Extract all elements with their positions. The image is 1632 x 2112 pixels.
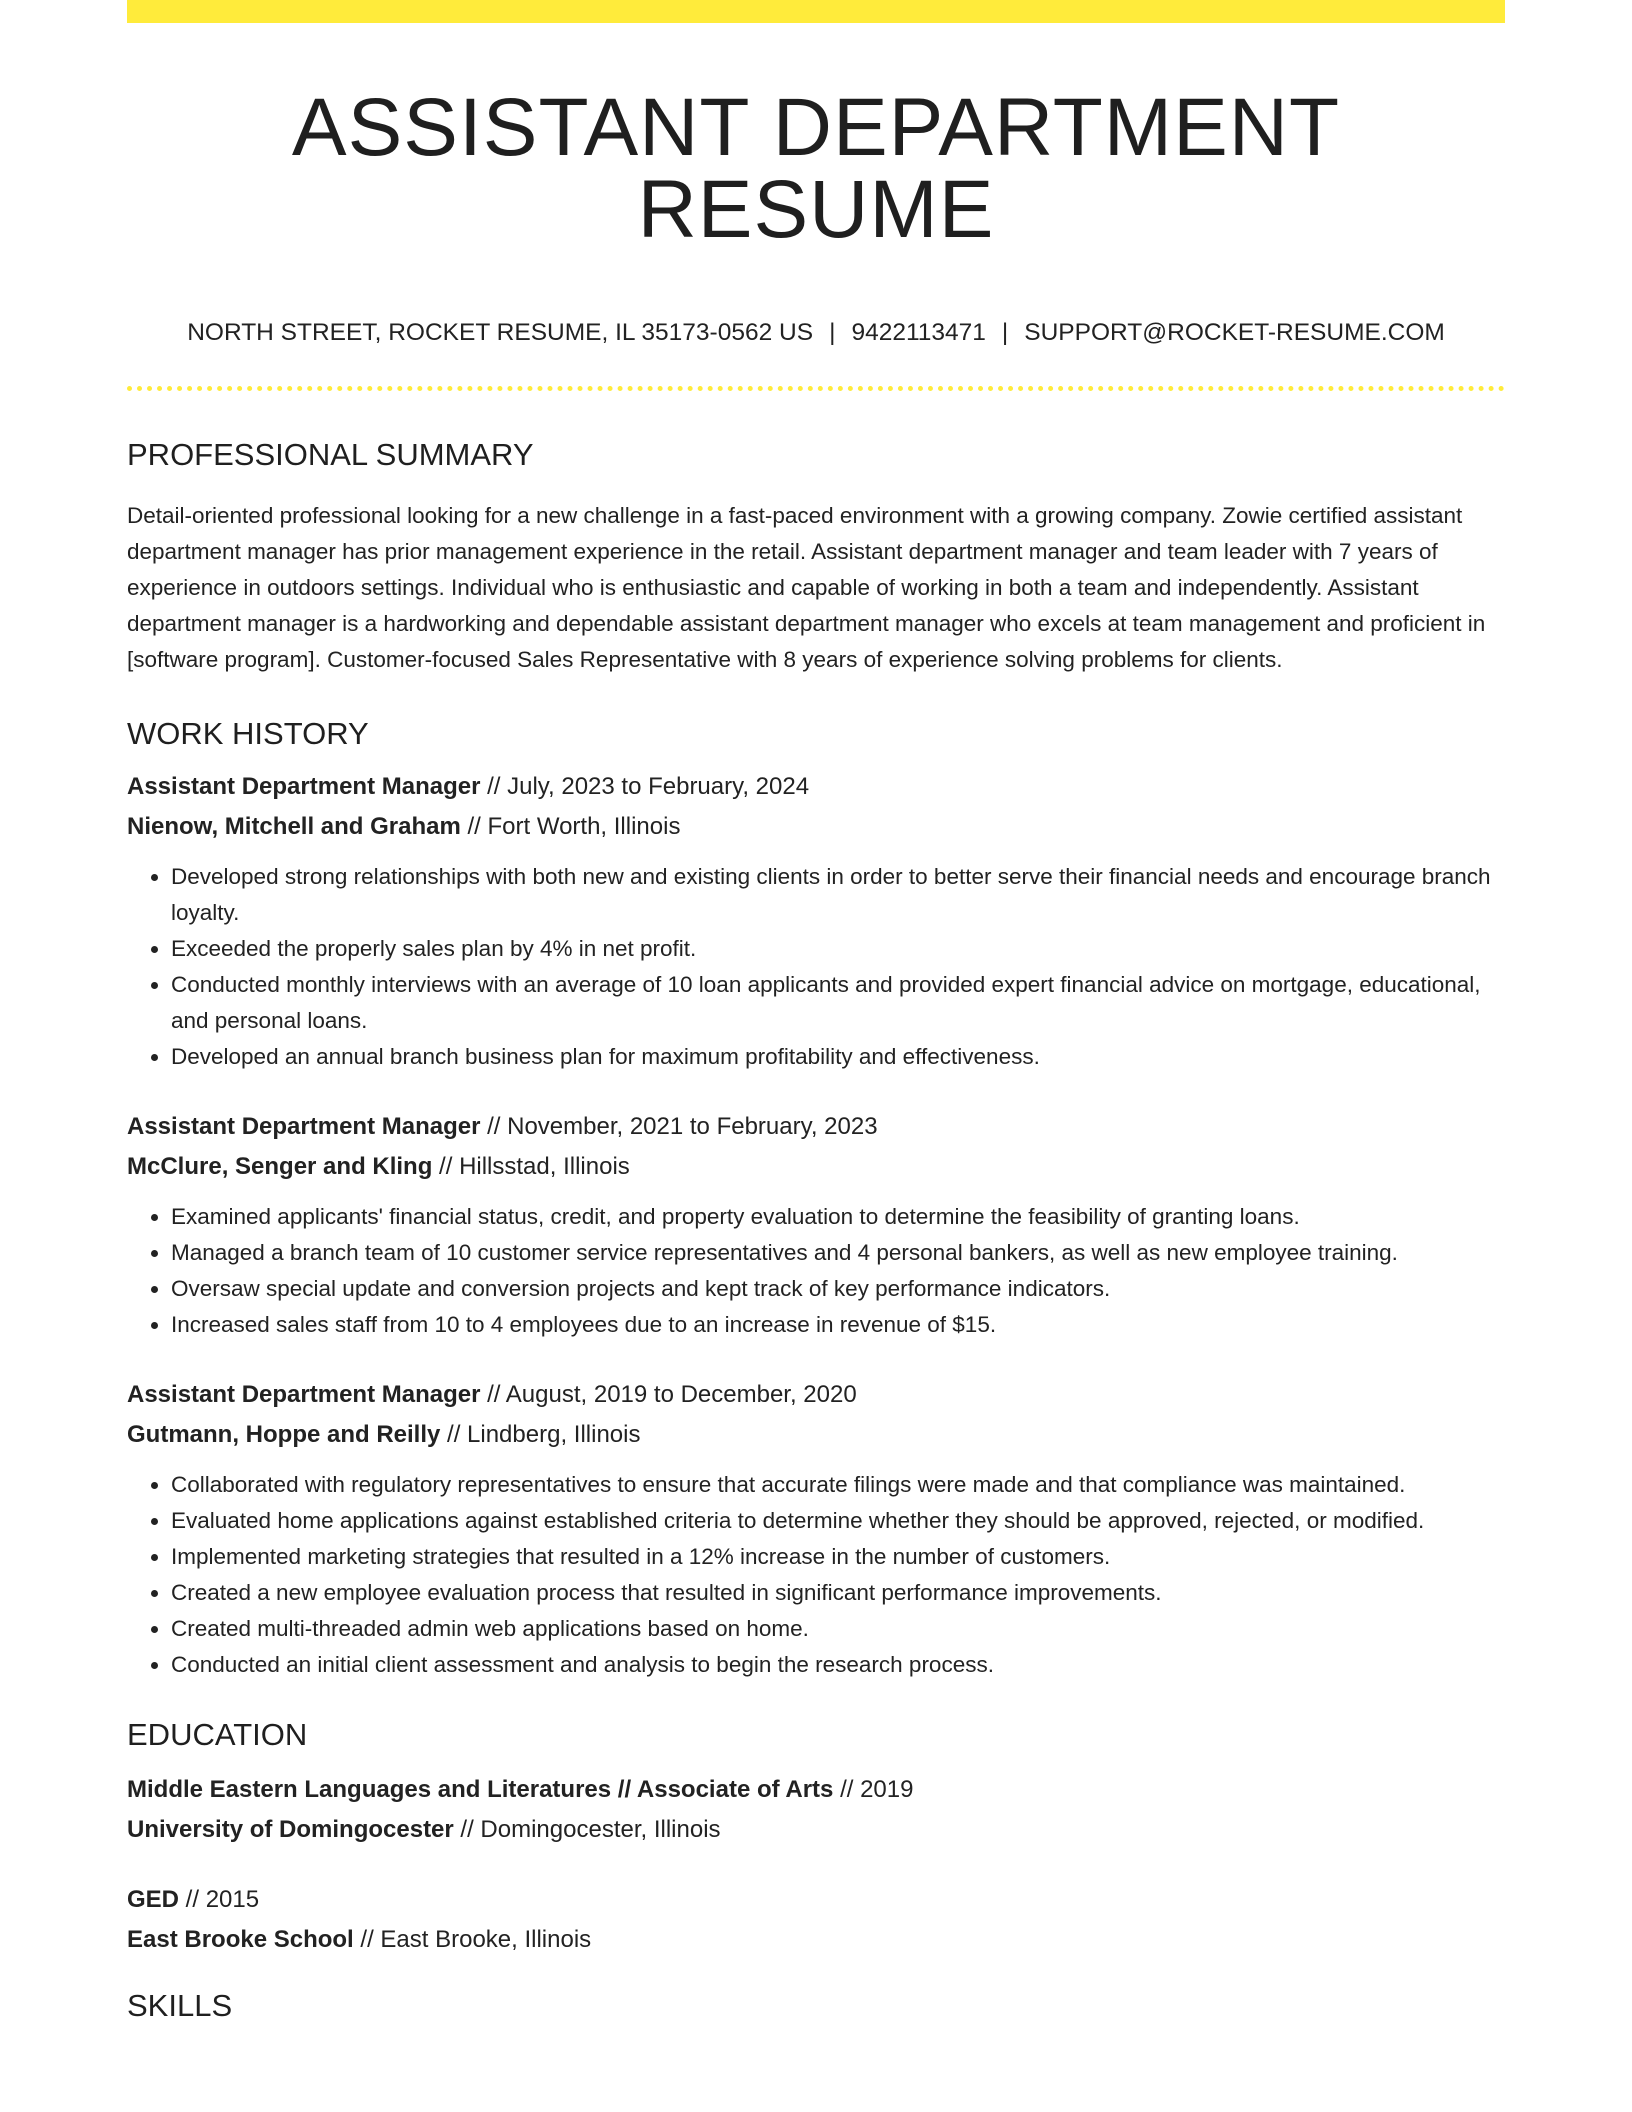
job-bullet-item: • Examined applicants' financial status, credit, and property evaluation to determine the feasibility of granting loans. [171,1199,1505,1235]
job-dates: // August, 2019 to December, 2020 [480,1380,857,1408]
job-company-line [127,807,1505,847]
summary-heading: PROFESSIONAL SUMMARY [127,436,534,472]
education-degree-line [127,1770,1505,1810]
job-company-line [127,1415,1505,1455]
job-bullet-item: • Conducted an initial client assessment and analysis to begin the research process. [171,1647,1505,1683]
contact-email[interactable]: SUPPORT@ROCKET-RESUME.COM [1024,319,1445,346]
job-bullet-item: • Created a new employee evaluation process that resulted in significant performance improvements. [171,1575,1505,1611]
job-company: Nienow, Mitchell and Graham [127,812,461,840]
education-heading: EDUCATION [127,1716,308,1752]
job-bullet-item: • Collaborated with regulatory representatives to ensure that accurate filings were made and that compliance was maintained. [171,1467,1505,1503]
contact-separator: | [829,319,836,346]
job-company: McClure, Senger and Kling [127,1152,433,1180]
education-year: // 2019 [833,1775,914,1803]
work-history-list [127,767,1505,1683]
job-role: Assistant Department Manager [127,772,481,800]
job-bullet-item: • Created multi-threaded admin web applications based on home. [171,1611,1505,1647]
contact-separator: | [1001,319,1009,346]
education-school: University of Domingocester [127,1815,454,1843]
education-entry [127,1770,1505,1850]
summary-text: Detail-oriented professional looking for a new challenge in a fast-paced environment with a growing company. Zowie certified assistant department manager has prior management experience in the retail. Assistant department manager and team leader with 7 years of experience in outdoors settings. Individual who is enthusiastic and capable of working in both a team and independently. Assistant department manager is a hardworking and dependable assistant department manager who excels at team management and proficient in [software program]. Customer-focused Sales Representative with 8 years of experience solving problems for clients. [127,502,1486,672]
education-school-line [127,1920,1505,1960]
education-degree: Middle Eastern Languages and Literatures // Associate of Arts [127,1775,834,1803]
job-role: Assistant Department Manager [127,1112,481,1140]
resume-title: ASSISTANT DEPARTMENT RESUME [291,82,1341,255]
resume-page [127,0,1505,2021]
job-role: Assistant Department Manager [127,1380,481,1408]
education-year: // 2015 [179,1885,260,1913]
job-dates: // November, 2021 to February, 2023 [480,1112,878,1140]
job-bullet-item: • Developed strong relationships with both new and existing clients in order to better serve their financial needs and encourage branch loyalty. [171,859,1505,931]
education-location: // Domingocester, Illinois [453,1815,721,1843]
education-degree-line [127,1880,1505,1920]
education-school-line [127,1810,1505,1850]
job-title-line [127,767,1505,807]
job-bullet-item: • Exceeded the properly sales plan by 4% in net profit. [171,931,1505,967]
job-bullet-item: • Evaluated home applications against established criteria to determine whether they should be approved, rejected, or modified. [171,1503,1505,1539]
job-entry [127,767,1505,1075]
skills-heading: SKILLS [127,1987,233,2023]
job-entry [127,1107,1505,1343]
contact-line [127,321,1505,346]
education-list [127,1770,1505,1960]
job-dates: // July, 2023 to February, 2024 [480,772,810,800]
job-location: // Hillsstad, Illinois [432,1152,630,1180]
job-title-line [127,1107,1505,1147]
education-entry [127,1880,1505,1960]
job-entry [127,1375,1505,1683]
job-bullets [127,1199,1505,1343]
job-location: // Fort Worth, Illinois [460,812,681,840]
job-bullets [127,859,1505,1075]
job-bullet-item: • Developed an annual branch business plan for maximum profitability and effectiveness. [171,1039,1505,1075]
job-company-line [127,1147,1505,1187]
job-bullet-item: • Increased sales staff from 10 to 4 employees due to an increase in revenue of $15. [171,1307,1505,1343]
job-company: Gutmann, Hoppe and Reilly [127,1420,441,1448]
dotted-divider [127,386,1505,391]
job-bullet-item: • Managed a branch team of 10 customer service representatives and 4 personal bankers, as well as new employee training. [171,1235,1505,1271]
contact-address: NORTH STREET, ROCKET RESUME, IL 35173-0562 US [187,319,814,346]
job-title-line [127,1375,1505,1415]
education-location: // East Brooke, Illinois [353,1925,592,1953]
job-bullet-item: • Implemented marketing strategies that resulted in a 12% increase in the number of customers. [171,1539,1505,1575]
job-bullet-item: • Conducted monthly interviews with an average of 10 loan applicants and provided expert financial advice on mortgage, educational, and personal loans. [171,967,1505,1039]
education-school: East Brooke School [127,1925,354,1953]
job-bullets [127,1467,1505,1683]
accent-top-bar [127,0,1505,23]
work-history-heading: WORK HISTORY [127,715,369,751]
contact-phone: 9422113471 [851,319,986,346]
job-location: // Lindberg, Illinois [440,1420,641,1448]
job-bullet-item: • Oversaw special update and conversion projects and kept track of key performance indicators. [171,1271,1505,1307]
education-degree: GED [127,1885,180,1913]
